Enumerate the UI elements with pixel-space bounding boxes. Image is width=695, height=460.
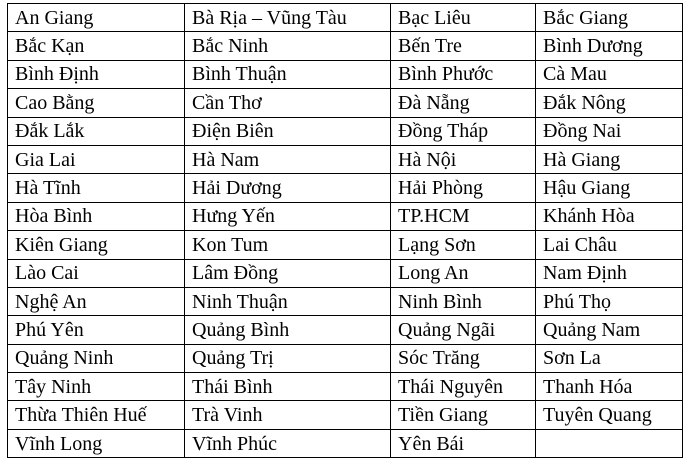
table-cell: Cao Bằng	[8, 89, 185, 117]
table-cell: Ninh Thuận	[185, 287, 391, 315]
table-row	[8, 117, 683, 145]
table-cell: Sóc Trăng	[391, 344, 536, 372]
table-cell: Nam Định	[536, 259, 683, 287]
table-cell: Bắc Ninh	[185, 32, 391, 60]
table-cell: Thanh Hóa	[536, 373, 683, 401]
table-cell: Trà Vinh	[185, 401, 391, 429]
table-cell: Cà Mau	[536, 60, 683, 88]
table-cell: Bình Định	[8, 60, 185, 88]
table-row	[8, 401, 683, 429]
table-cell: Sơn La	[536, 344, 683, 372]
table-cell: Bến Tre	[391, 32, 536, 60]
table-cell: Yên Bái	[391, 429, 536, 457]
table-cell: Hòa Bình	[8, 202, 185, 230]
table-cell: Bắc Kạn	[8, 32, 185, 60]
table-cell: Lâm Đồng	[185, 259, 391, 287]
table-row	[8, 60, 683, 88]
table-cell: Quảng Nam	[536, 316, 683, 344]
table-cell: Phú Thọ	[536, 287, 683, 315]
table-cell: Quảng Ninh	[8, 344, 185, 372]
table-cell: Hà Nội	[391, 145, 536, 173]
table-cell: Tiền Giang	[391, 401, 536, 429]
table-cell: Lào Cai	[8, 259, 185, 287]
table-cell: Bình Thuận	[185, 60, 391, 88]
table-cell: Thừa Thiên Huế	[8, 401, 185, 429]
table-cell: Quảng Trị	[185, 344, 391, 372]
table-cell: Hậu Giang	[536, 174, 683, 202]
table-cell: An Giang	[8, 4, 185, 32]
table-cell: Quảng Ngãi	[391, 316, 536, 344]
table-row	[8, 202, 683, 230]
table-cell: Cần Thơ	[185, 89, 391, 117]
table-row	[8, 145, 683, 173]
table-cell: Vĩnh Phúc	[185, 429, 391, 457]
table-row	[8, 373, 683, 401]
table-cell: Lạng Sơn	[391, 231, 536, 259]
table-cell: Lai Châu	[536, 231, 683, 259]
table-cell: Bắc Giang	[536, 4, 683, 32]
table-row	[8, 4, 683, 32]
table-cell: Bạc Liêu	[391, 4, 536, 32]
table-cell: Hải Dương	[185, 174, 391, 202]
province-table	[7, 3, 683, 458]
table-cell: TP.HCM	[391, 202, 536, 230]
table-cell: Bình Dương	[536, 32, 683, 60]
table-cell: Tây Ninh	[8, 373, 185, 401]
table-row	[8, 32, 683, 60]
province-table-body	[8, 4, 683, 458]
table-cell: Bình Phước	[391, 60, 536, 88]
table-cell: Hà Nam	[185, 145, 391, 173]
table-cell: Hưng Yến	[185, 202, 391, 230]
table-row	[8, 231, 683, 259]
table-cell: Nghệ An	[8, 287, 185, 315]
table-cell: Đồng Nai	[536, 117, 683, 145]
table-cell: Thái Bình	[185, 373, 391, 401]
table-cell: Hà Giang	[536, 145, 683, 173]
table-cell: Thái Nguyên	[391, 373, 536, 401]
table-cell: Kon Tum	[185, 231, 391, 259]
table-cell: Đắk Nông	[536, 89, 683, 117]
table-cell: Quảng Bình	[185, 316, 391, 344]
table-cell: Kiên Giang	[8, 231, 185, 259]
table-cell: Vĩnh Long	[8, 429, 185, 457]
table-cell: Ninh Bình	[391, 287, 536, 315]
table-row	[8, 174, 683, 202]
table-row	[8, 316, 683, 344]
table-cell: Hải Phòng	[391, 174, 536, 202]
table-cell: Hà Tĩnh	[8, 174, 185, 202]
table-cell: Gia Lai	[8, 145, 185, 173]
table-cell: Bà Rịa – Vũng Tàu	[185, 4, 391, 32]
table-cell	[536, 429, 683, 457]
table-cell: Đắk Lắk	[8, 117, 185, 145]
table-row	[8, 344, 683, 372]
table-cell: Phú Yên	[8, 316, 185, 344]
table-cell: Tuyên Quang	[536, 401, 683, 429]
table-row	[8, 259, 683, 287]
table-cell: Long An	[391, 259, 536, 287]
table-cell: Đà Nẵng	[391, 89, 536, 117]
table-cell: Khánh Hòa	[536, 202, 683, 230]
table-row	[8, 89, 683, 117]
table-row	[8, 287, 683, 315]
table-cell: Điện Biên	[185, 117, 391, 145]
table-cell: Đồng Tháp	[391, 117, 536, 145]
table-row	[8, 429, 683, 457]
